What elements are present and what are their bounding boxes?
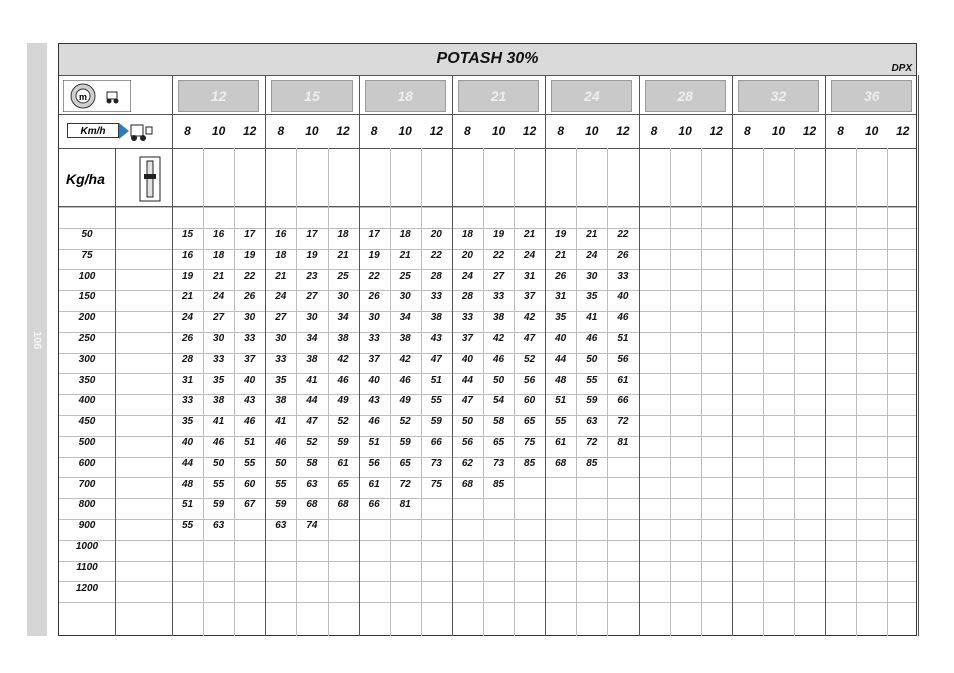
table-cell: 18 bbox=[461, 229, 473, 240]
setting-header: 15 bbox=[271, 80, 352, 112]
table-cell: 26 bbox=[181, 333, 194, 344]
table-cell: 72 bbox=[617, 416, 629, 428]
side-strip bbox=[27, 43, 47, 636]
speed-header: 8 bbox=[837, 124, 844, 138]
table-cell: 27 bbox=[213, 312, 225, 324]
table-cell: 59 bbox=[275, 499, 287, 511]
speed-header: 12 bbox=[896, 124, 910, 138]
table-cell: 55 bbox=[430, 395, 442, 407]
speed-header: 10 bbox=[585, 124, 599, 138]
column-divider bbox=[732, 75, 733, 636]
speed-header: 12 bbox=[709, 124, 723, 138]
table-cell: 38 bbox=[492, 312, 505, 324]
table-cell: 68 bbox=[461, 478, 473, 490]
table-cell: 44 bbox=[306, 395, 318, 407]
rate-label: 150 bbox=[78, 291, 96, 303]
column-divider bbox=[607, 148, 608, 636]
table-cell: 20 bbox=[461, 249, 473, 261]
table-cell: 55 bbox=[586, 374, 598, 386]
table-cell: 85 bbox=[492, 478, 505, 490]
table-cell: 33 bbox=[213, 353, 225, 365]
table-cell: 51 bbox=[244, 437, 256, 448]
speed-header: 8 bbox=[557, 124, 565, 138]
rate-label: 800 bbox=[78, 499, 96, 511]
table-cell: 33 bbox=[275, 353, 287, 365]
speed-header: 10 bbox=[678, 124, 692, 138]
table-cell: 73 bbox=[430, 457, 442, 469]
table-cell: 24 bbox=[461, 270, 473, 282]
table-cell: 52 bbox=[399, 416, 411, 428]
table-cell: 22 bbox=[430, 249, 442, 261]
table-cell: 16 bbox=[275, 229, 287, 240]
table-cell: 61 bbox=[337, 457, 349, 469]
column-divider bbox=[296, 148, 297, 636]
table-cell: 46 bbox=[399, 374, 411, 386]
table-cell: 33 bbox=[430, 291, 442, 303]
table-cell: 37 bbox=[461, 333, 473, 344]
setting-header: 36 bbox=[831, 80, 912, 112]
table-cell: 72 bbox=[399, 478, 411, 490]
table-cell: 85 bbox=[586, 457, 598, 469]
table-cell: 58 bbox=[492, 416, 505, 428]
speed-header: 12 bbox=[616, 124, 630, 138]
table-cell: 50 bbox=[586, 353, 598, 365]
speed-header: 12 bbox=[522, 124, 537, 138]
rate-label: 700 bbox=[78, 478, 96, 490]
table-cell: 75 bbox=[430, 478, 442, 490]
table-cell: 30 bbox=[213, 333, 225, 344]
table-cell: 43 bbox=[244, 395, 256, 407]
table-cell: 63 bbox=[213, 520, 225, 532]
table-cell: 65 bbox=[524, 416, 536, 428]
table-cell: 30 bbox=[275, 333, 287, 344]
column-divider bbox=[115, 148, 116, 636]
table-cell: 21 bbox=[586, 229, 598, 240]
column-divider bbox=[763, 148, 764, 636]
column-divider bbox=[328, 148, 329, 636]
table-cell: 47 bbox=[461, 395, 473, 407]
table-cell: 46 bbox=[275, 437, 287, 448]
table-cell: 59 bbox=[337, 437, 349, 448]
table-cell: 67 bbox=[244, 499, 256, 511]
speed-label: Km/h bbox=[67, 123, 119, 138]
svg-text:m: m bbox=[78, 92, 88, 102]
table-cell: 19 bbox=[555, 229, 567, 240]
table-cell: 51 bbox=[181, 499, 194, 511]
table-cell: 60 bbox=[524, 395, 536, 407]
speed-header: 8 bbox=[464, 124, 471, 138]
rate-label: 1200 bbox=[75, 582, 99, 594]
model-code: DPX bbox=[891, 63, 912, 74]
table-title: POTASH 30% bbox=[436, 50, 539, 67]
table-cell: 19 bbox=[368, 249, 380, 261]
table-cell: 59 bbox=[586, 395, 598, 407]
table-cell: 68 bbox=[306, 499, 318, 511]
table-cell: 21 bbox=[275, 270, 287, 282]
table-cell: 52 bbox=[337, 416, 349, 428]
speed-header: 8 bbox=[184, 124, 191, 138]
table-cell: 65 bbox=[337, 478, 349, 490]
table-cell: 41 bbox=[213, 416, 225, 428]
table-cell: 24 bbox=[181, 312, 194, 324]
rate-label: 350 bbox=[78, 374, 96, 386]
table-cell: 44 bbox=[461, 374, 473, 386]
table-cell: 56 bbox=[617, 353, 629, 365]
table-cell: 21 bbox=[213, 270, 225, 282]
setting-header: 21 bbox=[458, 80, 539, 112]
table-cell: 68 bbox=[337, 499, 349, 511]
table-cell: 21 bbox=[555, 249, 567, 261]
table-cell: 41 bbox=[586, 312, 598, 324]
row-divider bbox=[59, 207, 916, 208]
rate-label: 400 bbox=[78, 395, 96, 407]
table-cell: 28 bbox=[181, 353, 194, 365]
table-cell: 37 bbox=[524, 291, 536, 303]
table-cell: 38 bbox=[337, 333, 349, 344]
column-divider bbox=[670, 148, 671, 636]
table-cell: 18 bbox=[213, 249, 225, 261]
table-cell: 59 bbox=[399, 437, 411, 448]
table-cell: 33 bbox=[461, 312, 473, 324]
speed-header: 10 bbox=[398, 124, 412, 138]
table-cell: 51 bbox=[617, 333, 629, 344]
table-cell: 30 bbox=[399, 291, 411, 303]
row-divider bbox=[59, 581, 916, 582]
table-cell: 68 bbox=[555, 457, 567, 469]
table-cell: 24 bbox=[275, 291, 287, 303]
column-divider bbox=[203, 148, 204, 636]
table-cell: 51 bbox=[368, 437, 380, 448]
table-cell: 30 bbox=[306, 312, 318, 324]
table-cell: 66 bbox=[617, 395, 629, 407]
rate-label: 450 bbox=[78, 416, 96, 428]
rate-label: 100 bbox=[78, 270, 96, 282]
table-cell: 38 bbox=[306, 353, 318, 365]
table-cell: 47 bbox=[524, 333, 536, 344]
table-cell: 28 bbox=[430, 270, 442, 282]
rate-label: 1100 bbox=[76, 561, 98, 573]
setting-header: 12 bbox=[178, 80, 259, 112]
table-cell: 58 bbox=[306, 457, 318, 469]
column-divider bbox=[639, 75, 640, 636]
table-cell: 38 bbox=[430, 312, 442, 324]
table-cell: 35 bbox=[555, 312, 567, 324]
speed-header: 10 bbox=[305, 124, 319, 138]
table-cell: 21 bbox=[337, 249, 349, 261]
table-cell: 42 bbox=[399, 353, 411, 365]
column-divider bbox=[234, 148, 235, 636]
table-cell: 65 bbox=[492, 437, 505, 448]
speed-header: 10 bbox=[211, 124, 226, 138]
column-divider bbox=[856, 148, 857, 636]
column-divider bbox=[421, 148, 422, 636]
table-cell: 72 bbox=[586, 437, 598, 448]
setting-header: 32 bbox=[738, 80, 819, 112]
speed-header: 8 bbox=[277, 124, 285, 138]
setting-header: 28 bbox=[645, 80, 726, 112]
table-cell: 66 bbox=[430, 437, 442, 448]
table-cell: 40 bbox=[555, 333, 567, 344]
speed-header: 10 bbox=[865, 124, 879, 138]
table-cell: 38 bbox=[275, 395, 287, 407]
table-cell: 56 bbox=[524, 374, 536, 386]
table-cell: 51 bbox=[430, 374, 442, 386]
table-cell: 19 bbox=[181, 270, 194, 282]
table-cell: 40 bbox=[617, 291, 629, 303]
table-cell: 18 bbox=[337, 229, 349, 240]
table-cell: 56 bbox=[461, 437, 473, 448]
table-cell: 27 bbox=[492, 270, 505, 282]
table-cell: 61 bbox=[368, 478, 380, 490]
column-divider bbox=[576, 148, 577, 636]
table-cell: 55 bbox=[275, 478, 287, 490]
table-cell: 50 bbox=[275, 457, 287, 469]
table-cell: 34 bbox=[337, 312, 349, 324]
table-cell: 52 bbox=[524, 353, 536, 365]
speed-header: 8 bbox=[650, 124, 658, 138]
row-divider bbox=[59, 540, 916, 541]
table-cell: 34 bbox=[306, 333, 318, 344]
table-cell: 33 bbox=[244, 333, 256, 344]
table-cell: 21 bbox=[399, 249, 411, 261]
rate-label: 75 bbox=[81, 249, 93, 261]
table-cell: 46 bbox=[586, 333, 598, 344]
rate-label: 200 bbox=[78, 312, 96, 324]
table-cell: 25 bbox=[399, 270, 411, 282]
table-cell: 55 bbox=[244, 457, 256, 469]
rate-label: 50 bbox=[81, 229, 93, 240]
table-cell: 46 bbox=[213, 437, 225, 448]
table-cell: 21 bbox=[181, 291, 194, 303]
table-cell: 22 bbox=[492, 249, 505, 261]
table-cell: 46 bbox=[617, 312, 629, 324]
header-divider bbox=[59, 114, 916, 115]
table-cell: 27 bbox=[275, 312, 287, 324]
table-cell: 37 bbox=[368, 353, 380, 365]
table-cell: 23 bbox=[306, 270, 318, 282]
column-divider bbox=[483, 148, 484, 636]
table-cell: 38 bbox=[213, 395, 225, 407]
table-cell: 41 bbox=[275, 416, 287, 428]
table-cell: 63 bbox=[306, 478, 318, 490]
table-cell: 46 bbox=[337, 374, 349, 386]
speed-header: 8 bbox=[370, 124, 378, 138]
table-cell: 73 bbox=[492, 457, 505, 469]
table-cell: 40 bbox=[244, 374, 256, 386]
table-cell: 22 bbox=[368, 270, 380, 282]
table-cell: 22 bbox=[617, 229, 629, 240]
table-cell: 16 bbox=[213, 229, 225, 240]
rate-label: 1000 bbox=[75, 541, 99, 552]
table-cell: 27 bbox=[306, 291, 318, 303]
table-cell: 30 bbox=[586, 270, 598, 282]
column-divider bbox=[701, 148, 702, 636]
table-cell: 42 bbox=[492, 333, 505, 344]
table-cell: 35 bbox=[181, 416, 194, 428]
rate-label: 500 bbox=[78, 437, 96, 448]
table-cell: 40 bbox=[181, 437, 194, 448]
table-cell: 37 bbox=[244, 353, 256, 365]
table-cell: 24 bbox=[586, 249, 598, 261]
scale-slider-icon bbox=[139, 156, 161, 202]
table-cell: 55 bbox=[181, 520, 194, 532]
tractor-icon bbox=[119, 120, 155, 142]
table-cell: 46 bbox=[492, 353, 505, 365]
row-divider bbox=[59, 561, 916, 562]
column-divider bbox=[887, 148, 888, 636]
setting-header: 18 bbox=[365, 80, 446, 112]
column-divider bbox=[794, 148, 795, 636]
table-cell: 85 bbox=[524, 457, 536, 469]
table-cell: 55 bbox=[555, 416, 567, 428]
table-cell: 56 bbox=[368, 457, 380, 469]
table-cell: 19 bbox=[492, 229, 505, 240]
table-cell: 35 bbox=[275, 374, 287, 386]
table-cell: 43 bbox=[430, 333, 442, 344]
table-cell: 26 bbox=[555, 270, 567, 282]
table-cell: 74 bbox=[306, 520, 318, 532]
rate-label: 250 bbox=[78, 333, 96, 344]
table-cell: 66 bbox=[368, 499, 380, 511]
table-cell: 48 bbox=[181, 478, 194, 490]
table-cell: 17 bbox=[306, 229, 318, 240]
table-cell: 33 bbox=[368, 333, 380, 344]
table-cell: 31 bbox=[181, 374, 194, 386]
column-divider bbox=[825, 75, 826, 636]
table-cell: 20 bbox=[430, 229, 442, 240]
speed-header: 12 bbox=[336, 124, 350, 138]
table-cell: 16 bbox=[181, 249, 194, 261]
table-cell: 30 bbox=[337, 291, 349, 303]
table-cell: 25 bbox=[337, 270, 349, 282]
table-cell: 38 bbox=[399, 333, 411, 344]
speed-header: 10 bbox=[771, 124, 786, 138]
table-cell: 40 bbox=[461, 353, 473, 365]
table-cell: 26 bbox=[368, 291, 380, 303]
table-cell: 48 bbox=[555, 374, 567, 386]
table-cell: 33 bbox=[492, 291, 505, 303]
table-cell: 19 bbox=[244, 249, 256, 261]
speed-header: 12 bbox=[243, 124, 257, 138]
table-cell: 47 bbox=[306, 416, 318, 428]
table-cell: 62 bbox=[461, 457, 473, 469]
table-cell: 26 bbox=[244, 291, 256, 303]
tractor-icon bbox=[105, 90, 121, 104]
table-cell: 63 bbox=[275, 520, 287, 532]
table-cell: 75 bbox=[524, 437, 536, 448]
title-band bbox=[59, 44, 916, 76]
table-cell: 44 bbox=[181, 457, 194, 469]
table-cell: 18 bbox=[275, 249, 287, 261]
table-cell: 17 bbox=[244, 229, 256, 240]
table-cell: 81 bbox=[617, 437, 629, 448]
table-cell: 21 bbox=[524, 229, 536, 240]
table-cell: 26 bbox=[617, 249, 629, 261]
table-cell: 55 bbox=[213, 478, 225, 490]
table-cell: 17 bbox=[368, 229, 380, 240]
table-cell: 50 bbox=[461, 416, 473, 428]
table-cell: 18 bbox=[399, 229, 411, 240]
table-cell: 40 bbox=[368, 374, 380, 386]
table-cell: 51 bbox=[555, 395, 567, 407]
table-cell: 41 bbox=[306, 374, 318, 386]
table-cell: 22 bbox=[244, 270, 256, 282]
table-cell: 61 bbox=[555, 437, 567, 448]
table-cell: 46 bbox=[368, 416, 380, 428]
table-cell: 31 bbox=[524, 270, 536, 282]
table-cell: 30 bbox=[368, 312, 380, 324]
header-divider bbox=[59, 148, 916, 149]
table-cell: 43 bbox=[368, 395, 380, 407]
table-cell: 34 bbox=[399, 312, 411, 324]
rate-label: 900 bbox=[78, 520, 96, 532]
table-cell: 30 bbox=[244, 312, 256, 324]
table-cell: 65 bbox=[399, 457, 411, 469]
speed-header: 8 bbox=[743, 124, 751, 138]
table-cell: 33 bbox=[617, 270, 629, 282]
table-cell: 44 bbox=[555, 353, 567, 365]
table-cell: 24 bbox=[524, 249, 536, 261]
table-cell: 49 bbox=[399, 395, 411, 407]
row-divider bbox=[59, 602, 916, 603]
table-cell: 35 bbox=[213, 374, 225, 386]
setting-header: 24 bbox=[551, 80, 632, 112]
table-cell: 33 bbox=[181, 395, 194, 407]
rate-table bbox=[58, 43, 917, 636]
table-cell: 31 bbox=[555, 291, 567, 303]
rate-label: 600 bbox=[78, 457, 96, 469]
column-divider bbox=[390, 148, 391, 636]
table-cell: 50 bbox=[492, 374, 505, 386]
speed-header: 12 bbox=[802, 124, 817, 138]
table-cell: 28 bbox=[461, 291, 473, 303]
table-cell: 60 bbox=[244, 478, 256, 490]
table-cell: 59 bbox=[430, 416, 442, 428]
table-cell: 15 bbox=[181, 229, 194, 240]
table-cell: 47 bbox=[430, 353, 442, 365]
table-cell: 52 bbox=[306, 437, 318, 448]
table-cell: 63 bbox=[586, 416, 598, 428]
speed-header: 10 bbox=[491, 124, 506, 138]
table-cell: 54 bbox=[492, 395, 505, 407]
table-cell: 35 bbox=[586, 291, 598, 303]
table-cell: 49 bbox=[337, 395, 349, 407]
speed-header: 12 bbox=[429, 124, 443, 138]
table-cell: 46 bbox=[244, 416, 256, 428]
table-cell: 59 bbox=[213, 499, 225, 511]
table-cell: 19 bbox=[306, 249, 318, 261]
table-cell: 50 bbox=[213, 457, 225, 469]
column-divider bbox=[514, 148, 515, 636]
column-divider bbox=[918, 75, 919, 636]
table-cell: 81 bbox=[399, 499, 411, 511]
rate-label: Kg/ha bbox=[66, 171, 105, 187]
page-number: 106 bbox=[31, 331, 43, 350]
table-cell: 61 bbox=[617, 374, 629, 386]
rate-label: 300 bbox=[78, 353, 96, 365]
table-cell: 42 bbox=[337, 353, 349, 365]
table-cell: 24 bbox=[213, 291, 225, 303]
table-cell: 42 bbox=[524, 312, 536, 324]
